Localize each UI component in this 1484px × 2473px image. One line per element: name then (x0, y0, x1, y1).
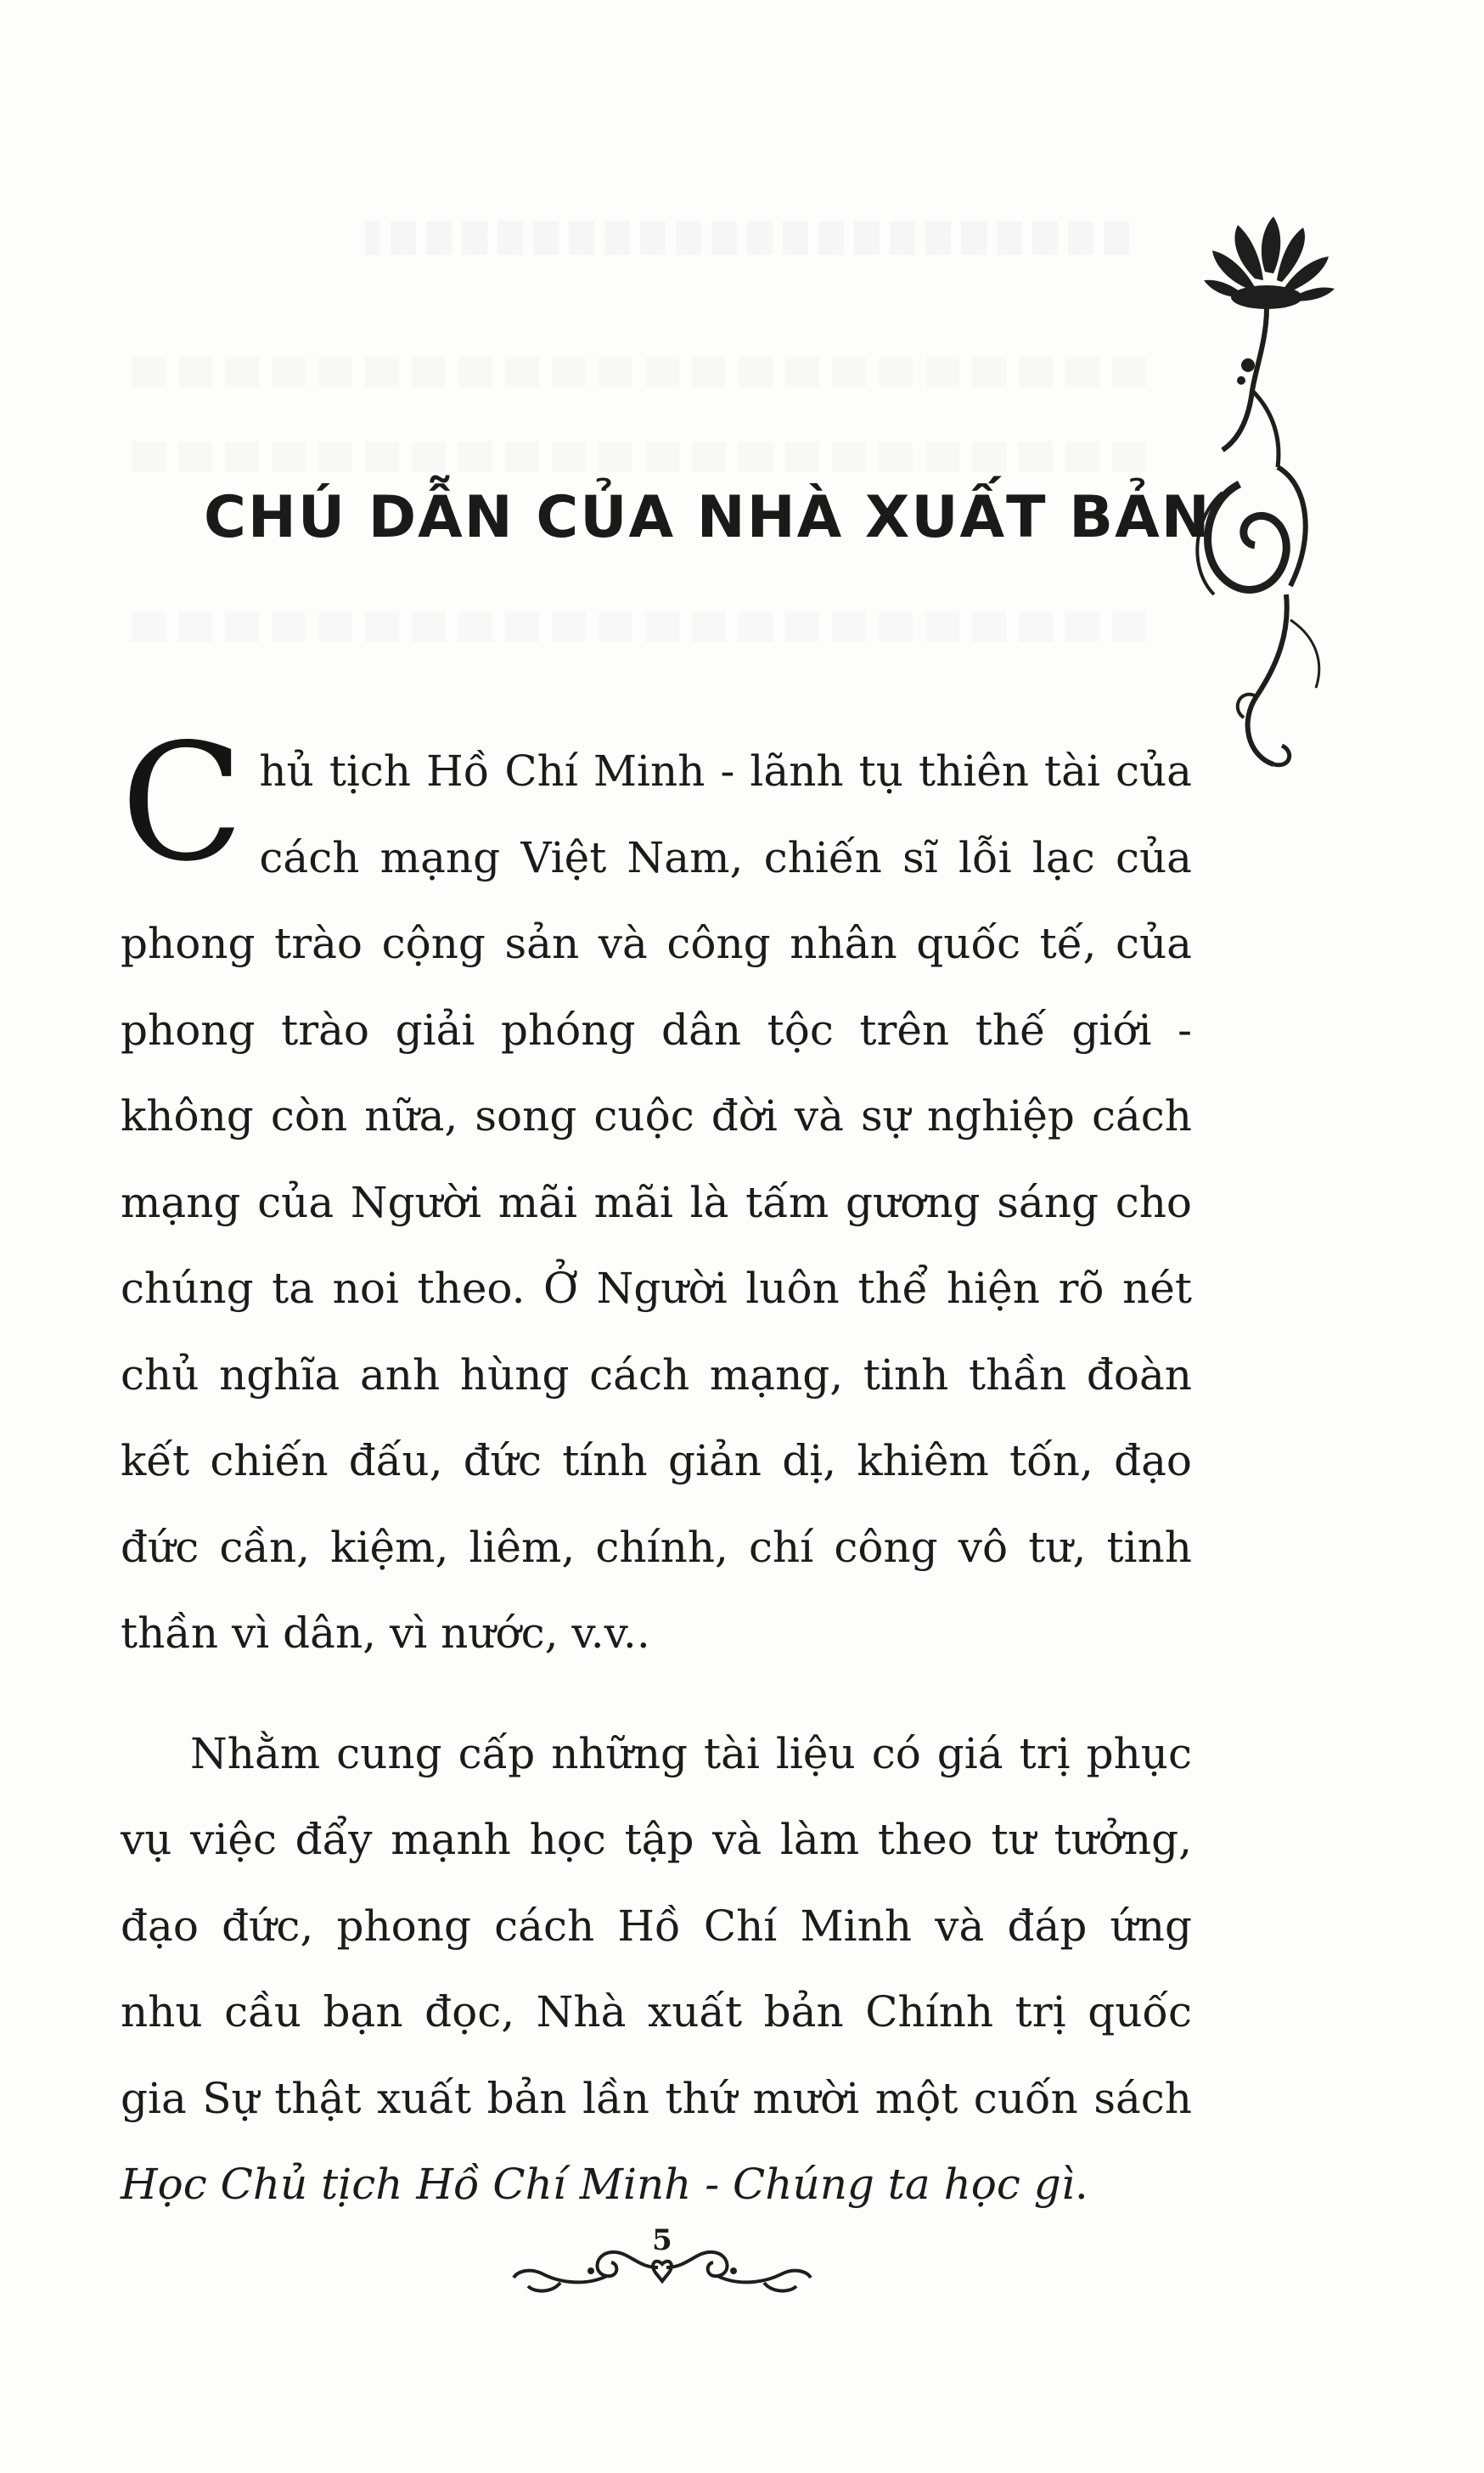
paragraph-2-text: Nhằm cung cấp những tài liệu có giá trị phục vụ việc đẩy mạnh học tập và làm theo tư tưởng, đạo đức, phong cách Hồ Chí Minh và đáp ứng nhu cầu bạn đọc, Nhà xuất bản Chính trị quốc gia Sự thật xuất bản lần thứ mười một cuốn sách (121, 1728, 1192, 2123)
bleed-through-texture (127, 611, 1146, 642)
paragraph-1-text: hủ tịch Hồ Chí Minh - lãnh tụ thiên tài của cách mạng Việt Nam, chiến sĩ lỗi lạc của phong trào cộng sản và công nhân quốc tế, của phong trào giải phóng dân tộc trên thế giới - không còn nữa, song cuộc đời và sự nghiệp cách mạng của Người mãi mãi là tấm gương sáng cho chúng ta noi theo. Ở Người luôn thể hiện rõ nét chủ nghĩa anh hùng cách mạng, tinh thần đoàn kết chiến đấu, đức tính giản dị, khiêm tốn, đạo đức cần, kiệm, liêm, chính, chí công vô tư, tinh thần vì dân, vì nước, v.v.. (121, 746, 1192, 1658)
paragraph-1 (121, 709, 1192, 1677)
paragraph-2-end: . (1074, 2160, 1088, 2209)
drop-cap: C (121, 709, 245, 897)
bleed-through-texture (127, 357, 1146, 387)
page-number: 5 (652, 2223, 672, 2257)
book-title-italic: Học Chủ tịch Hồ Chí Minh - Chúng ta học gì (121, 2160, 1075, 2209)
bleed-through-texture (365, 221, 1129, 255)
body-text (121, 709, 1192, 2228)
page-title: CHÚ DẪN CỦA NHÀ XUẤT BẢN (204, 484, 1211, 551)
lotus-vine-ornament-icon (1189, 212, 1341, 807)
bleed-through-texture (127, 442, 1146, 472)
paragraph-2 (121, 1711, 1192, 2228)
